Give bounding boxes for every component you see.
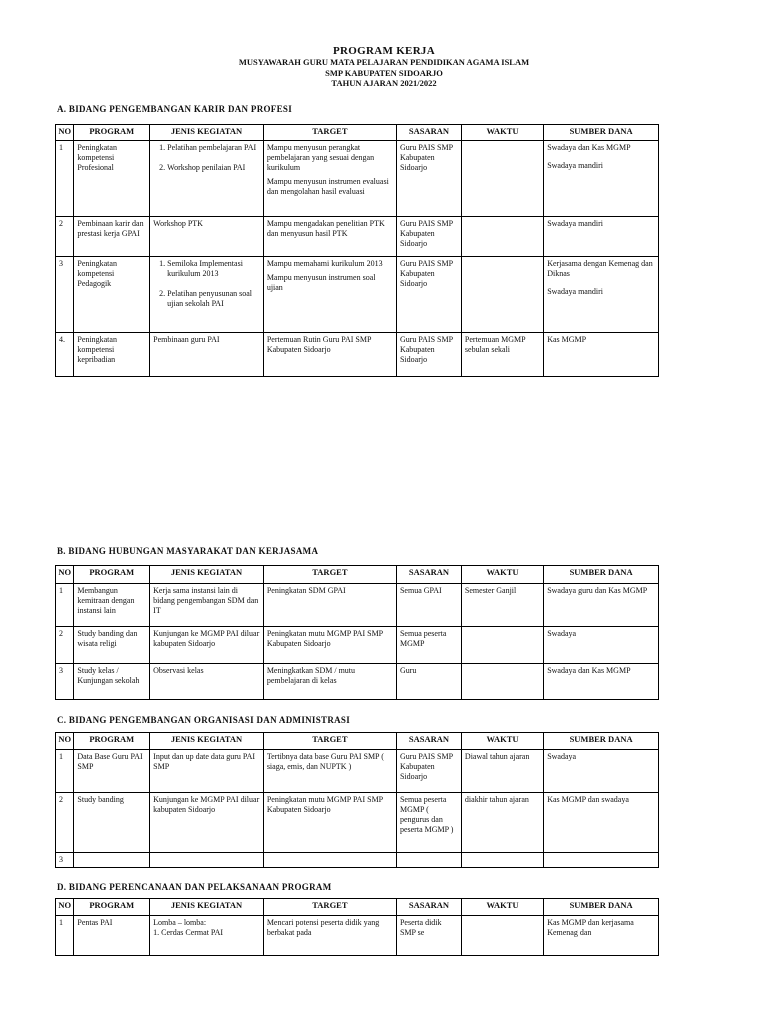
- cell-program: Study kelas / Kunjungan sekolah: [74, 664, 150, 700]
- cell-waktu: Semester Ganjil: [461, 584, 543, 627]
- cell-program: Peningkatan kompetensi kepribadian: [74, 333, 150, 377]
- cell-program: Pembinaan karir dan prestasi kerja GPAI: [74, 217, 150, 257]
- cell-program: Peningkatan kompetensi Pedagogik: [74, 257, 150, 333]
- column-header-sasaran: SASARAN: [396, 566, 461, 584]
- cell-sasaran: Semua peserta MGMP ( pengurus dan peserta MGMP ): [396, 793, 461, 853]
- cell-sumber-dana: [544, 853, 659, 868]
- cell-jenis-kegiatan: [150, 141, 264, 217]
- column-header-waktu: WAKTU: [461, 733, 543, 750]
- cell-sasaran: Semua GPAI: [396, 584, 461, 627]
- cell-sumber-dana: Kas MGMP dan kerjasama Kemenag dan: [544, 916, 659, 956]
- cell-sumber-dana: Swadaya dan Kas MGMP: [544, 664, 659, 700]
- column-header-sumber-dana: SUMBER DANA: [544, 566, 659, 584]
- cell-target: Peningkatan SDM GPAI: [263, 584, 396, 627]
- column-header-waktu: WAKTU: [461, 566, 543, 584]
- section-title: A. BIDANG PENGEMBANGAN KARIR DAN PROFESI: [57, 104, 293, 114]
- program-table: [55, 732, 659, 868]
- cell-sasaran: Guru: [396, 664, 461, 700]
- table-row: [56, 217, 659, 257]
- cell-sasaran: Guru PAIS SMP Kabupaten Sidoarjo: [396, 750, 461, 793]
- cell-target: [263, 853, 396, 868]
- table-row: [56, 916, 659, 956]
- cell-sasaran: Guru PAIS SMP Kabupaten Sidoarjo: [396, 333, 461, 377]
- cell-target: [263, 257, 396, 333]
- column-header-jenis-kegiatan: JENIS KEGIATAN: [150, 125, 264, 141]
- cell-waktu: Diawal tahun ajaran: [461, 750, 543, 793]
- column-header-waktu: WAKTU: [461, 125, 543, 141]
- cell-program: Study banding dan wisata religi: [74, 627, 150, 664]
- cell-jenis-kegiatan: Workshop PTK: [150, 217, 264, 257]
- cell-target: Meningkatkan SDM / mutu pembelajaran di kelas: [263, 664, 396, 700]
- cell-no: 3: [56, 853, 74, 868]
- column-header-no: NO: [56, 899, 74, 916]
- cell-waktu: [461, 257, 543, 333]
- column-header-jenis-kegiatan: JENIS KEGIATAN: [150, 899, 264, 916]
- column-header-sasaran: SASARAN: [396, 899, 461, 916]
- column-header-sumber-dana: SUMBER DANA: [544, 125, 659, 141]
- program-table: [55, 124, 659, 377]
- cell-jenis-kegiatan: Kerja sama instansi lain di bidang pengembangan SDM dan IT: [150, 584, 264, 627]
- cell-target: Peningkatan mutu MGMP PAI SMP Kabupaten Sidoarjo: [263, 793, 396, 853]
- cell-waktu: [461, 217, 543, 257]
- table-header-row: [56, 566, 659, 584]
- list-item: 1. Semiloka Implementasi kurikulum 2013: [167, 259, 260, 279]
- program-table: [55, 565, 659, 700]
- cell-program: [74, 853, 150, 868]
- cell-sumber-dana: Swadaya mandiri: [544, 217, 659, 257]
- list-item: 2. Workshop penilaian PAI: [167, 163, 260, 173]
- column-header-no: NO: [56, 125, 74, 141]
- cell-sumber-dana: Kas MGMP dan swadaya: [544, 793, 659, 853]
- cell-jenis-kegiatan: [150, 853, 264, 868]
- column-header-sasaran: SASARAN: [396, 733, 461, 750]
- cell-target: Peningkatan mutu MGMP PAI SMP Kabupaten Sidoarjo: [263, 627, 396, 664]
- section-title: B. BIDANG HUBUNGAN MASYARAKAT DAN KERJASAMA: [57, 546, 319, 556]
- cell-program: Peningkatan kompetensi Profesional: [74, 141, 150, 217]
- cell-program: Pentas PAI: [74, 916, 150, 956]
- cell-paragraph: Kerjasama dengan Kemenag dan Diknas: [547, 259, 653, 278]
- cell-sasaran: Guru PAIS SMP Kabupaten Sidoarjo: [396, 141, 461, 217]
- table-row: [56, 627, 659, 664]
- cell-no: 2: [56, 793, 74, 853]
- cell-no: 3: [56, 664, 74, 700]
- cell-waktu: Pertemuan MGMP sebulan sekali: [461, 333, 543, 377]
- list-item: 1. Pelatihan pembelajaran PAI: [167, 143, 260, 153]
- cell-no: 1: [56, 750, 74, 793]
- column-header-waktu: WAKTU: [461, 899, 543, 916]
- table-row: [56, 584, 659, 627]
- cell-paragraph: Swadaya mandiri: [547, 161, 603, 170]
- column-header-no: NO: [56, 566, 74, 584]
- cell-waktu: diakhir tahun ajaran: [461, 793, 543, 853]
- column-header-sasaran: SASARAN: [396, 125, 461, 141]
- cell-waktu: [461, 664, 543, 700]
- cell-waktu: [461, 853, 543, 868]
- column-header-jenis-kegiatan: JENIS KEGIATAN: [150, 566, 264, 584]
- cell-jenis-kegiatan: Observasi kelas: [150, 664, 264, 700]
- cell-sasaran: Semua peserta MGMP: [396, 627, 461, 664]
- column-header-target: TARGET: [263, 899, 396, 916]
- table-row: [56, 141, 659, 217]
- cell-sasaran: Guru PAIS SMP Kabupaten Sidoarjo: [396, 257, 461, 333]
- cell-no: 2: [56, 217, 74, 257]
- table-row: [56, 333, 659, 377]
- section-title: D. BIDANG PERENCANAAN DAN PELAKSANAAN PROGRAM: [57, 882, 332, 892]
- cell-paragraph: Mampu menyusun instrumen soal ujian: [266, 273, 376, 292]
- cell-sumber-dana: [544, 257, 659, 333]
- cell-waktu: [461, 627, 543, 664]
- cell-sumber-dana: Kas MGMP: [544, 333, 659, 377]
- cell-program: Study banding: [74, 793, 150, 853]
- cell-program: Membangun kemitraan dengan instansi lain: [74, 584, 150, 627]
- table-row: [56, 664, 659, 700]
- cell-sumber-dana: [544, 141, 659, 217]
- cell-sasaran: [396, 853, 461, 868]
- cell-no: 4.: [56, 333, 74, 377]
- table-row: [56, 750, 659, 793]
- cell-target: [263, 141, 396, 217]
- cell-sasaran: Guru PAIS SMP Kabupaten Sidoarjo: [396, 217, 461, 257]
- cell-no: 1: [56, 916, 74, 956]
- column-header-target: TARGET: [263, 566, 396, 584]
- document-header: [0, 45, 768, 89]
- cell-jenis-kegiatan: Pembinaan guru PAI: [150, 333, 264, 377]
- cell-sasaran: Peserta didik SMP se: [396, 916, 461, 956]
- table-header-row: [56, 733, 659, 750]
- cell-jenis-kegiatan: [150, 257, 264, 333]
- cell-paragraph: Swadaya mandiri: [547, 287, 603, 296]
- cell-target: Mencari potensi peserta didik yang berbakat pada: [263, 916, 396, 956]
- column-header-program: PROGRAM: [74, 566, 150, 584]
- list-item: 2. Pelatihan penyusunan soal ujian sekolah PAI: [167, 289, 260, 309]
- table-header-row: [56, 899, 659, 916]
- cell-jenis-kegiatan: Kunjungan ke MGMP PAI diluar kabupaten Sidoarjo: [150, 793, 264, 853]
- cell-waktu: [461, 141, 543, 217]
- cell-target: Tertibnya data base Guru PAI SMP ( siaga, emis, dan NUPTK ): [263, 750, 396, 793]
- column-header-program: PROGRAM: [74, 125, 150, 141]
- cell-no: 2: [56, 627, 74, 664]
- section-title: C. BIDANG PENGEMBANGAN ORGANISASI DAN ADMINISTRASI: [57, 715, 351, 725]
- cell-target: Pertemuan Rutin Guru PAI SMP Kabupaten Sidoarjo: [263, 333, 396, 377]
- cell-jenis-kegiatan: Lomba – lomba: 1. Cerdas Cermat PAI: [150, 916, 264, 956]
- cell-no: 3: [56, 257, 74, 333]
- column-header-sumber-dana: SUMBER DANA: [544, 733, 659, 750]
- cell-paragraph: Mampu menyusun instrumen evaluasi dan mengolahan hasil evaluasi: [266, 177, 389, 196]
- cell-sumber-dana: Swadaya: [544, 627, 659, 664]
- table-row: [56, 793, 659, 853]
- column-header-target: TARGET: [263, 125, 396, 141]
- document-title: PROGRAM KERJA: [333, 45, 435, 57]
- table-header-row: [56, 125, 659, 141]
- cell-no: 1: [56, 141, 74, 217]
- program-table: [55, 898, 659, 956]
- cell-program: Data Base Guru PAI SMP: [74, 750, 150, 793]
- cell-paragraph: Mampu memahami kurikulum 2013: [266, 259, 383, 268]
- document-subtitle-year: TAHUN AJARAN 2021/2022: [331, 78, 437, 88]
- cell-waktu: [461, 916, 543, 956]
- cell-sumber-dana: Swadaya guru dan Kas MGMP: [544, 584, 659, 627]
- cell-paragraph: Swadaya dan Kas MGMP: [547, 143, 631, 152]
- column-header-program: PROGRAM: [74, 899, 150, 916]
- document-subtitle-region: SMP KABUPATEN SIDOARJO: [325, 67, 443, 78]
- cell-sumber-dana: Swadaya: [544, 750, 659, 793]
- cell-jenis-kegiatan: Kunjungan ke MGMP PAI diluar kabupaten Sidoarjo: [150, 627, 264, 664]
- cell-no: 1: [56, 584, 74, 627]
- cell-target: Mampu mengadakan penelitian PTK dan menyusun hasil PTK: [263, 217, 396, 257]
- cell-jenis-kegiatan: Input dan up date data guru PAI SMP: [150, 750, 264, 793]
- document-subtitle-org: MUSYAWARAH GURU MATA PELAJARAN PENDIDIKAN AGAMA ISLAM: [238, 57, 530, 67]
- table-row: [56, 257, 659, 333]
- table-row: [56, 853, 659, 868]
- column-header-program: PROGRAM: [74, 733, 150, 750]
- column-header-jenis-kegiatan: JENIS KEGIATAN: [150, 733, 264, 750]
- cell-paragraph: Mampu menyusun perangkat pembelajaran yang sesuai dengan kurikulum: [266, 143, 375, 172]
- column-header-no: NO: [56, 733, 74, 750]
- column-header-sumber-dana: SUMBER DANA: [544, 899, 659, 916]
- column-header-target: TARGET: [263, 733, 396, 750]
